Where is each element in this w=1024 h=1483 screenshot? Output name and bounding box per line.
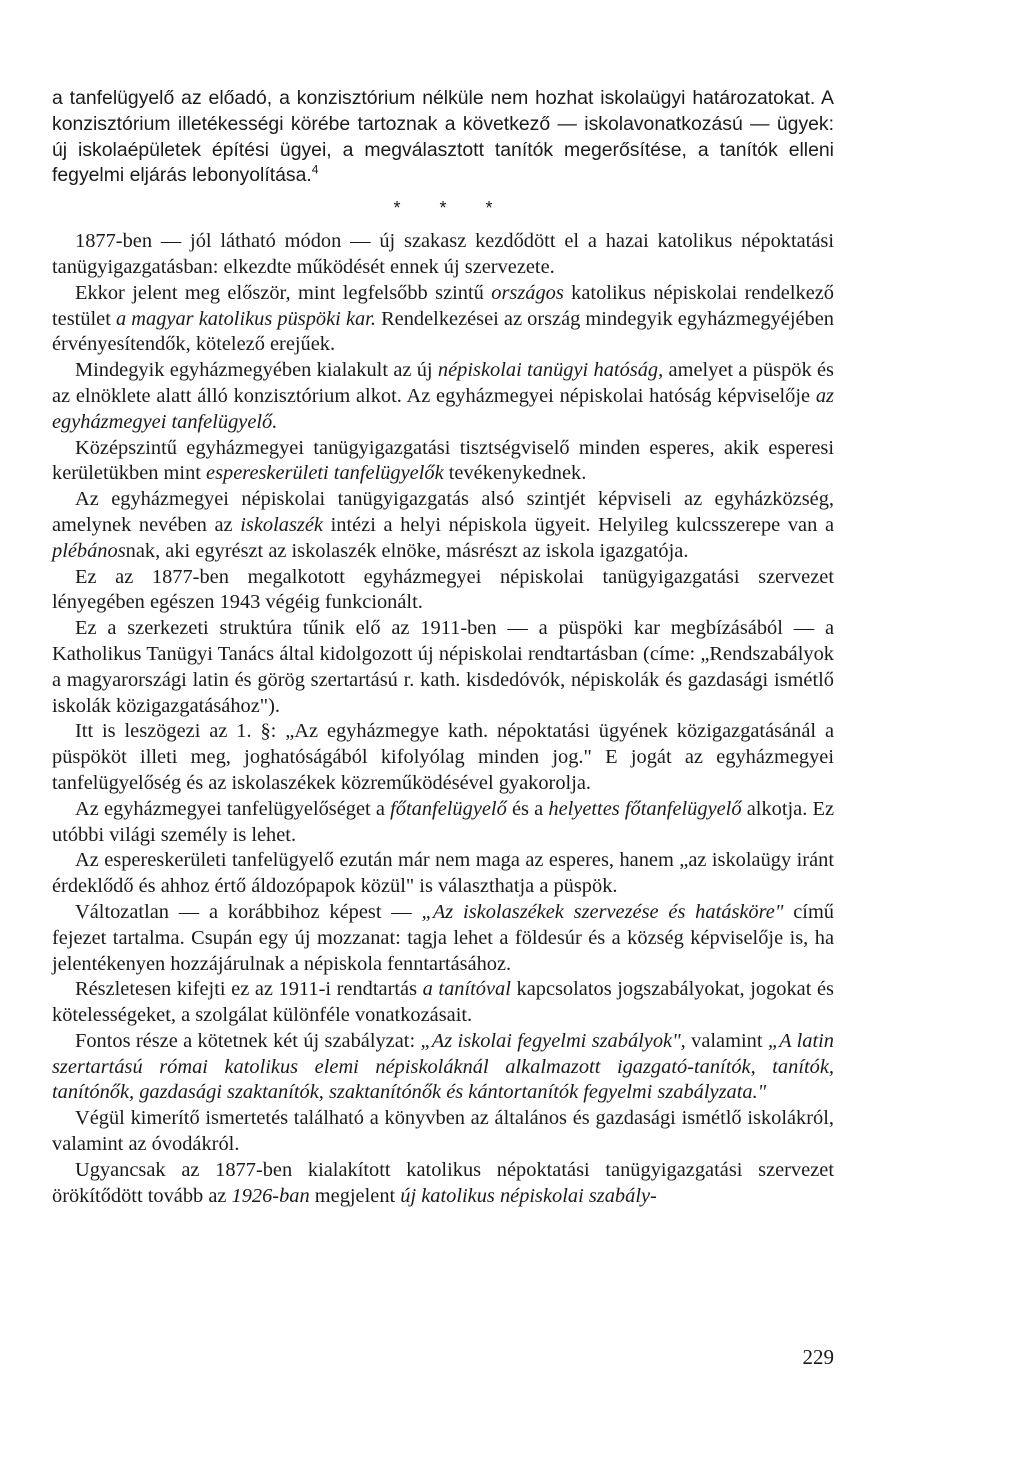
intro-text: a tanfelügyelő az előadó, a konzisztórium nélküle nem hozhat iskolaügyi határozatokat. A konzisztórium illetékességi körébe tartoznak a következő — iskolavonatkozású — ügyek: új iskolaépületek építési ügyei, a megválasztott tanítók megerősítése, a tanítók elleni fegyelmi eljárás lebonyolítása. bbox=[52, 87, 834, 187]
italic-run: espereskerületi tanfelügyelők bbox=[206, 462, 444, 485]
text-run: nak, aki egyrészt az iskolaszék elnöke, másrészt az iskola igazgatója. bbox=[125, 539, 689, 562]
italic-run: népiskolai tanügyi hatóság, bbox=[437, 359, 664, 382]
italic-run: új katolikus népiskolai szabály- bbox=[400, 1184, 657, 1207]
text-run: alkotja. Ez utóbbi világi személy is lehet. bbox=[52, 797, 835, 846]
paragraph-5 bbox=[52, 487, 834, 564]
text-run: című fejezet tartalma. Csupán egy új mozzanat: tagja lehet a földesúr és a község képviselője is, ha jelentékenyen hozzájárulnak a népiskola fenntartásához. bbox=[52, 900, 835, 975]
paragraph-2 bbox=[52, 281, 834, 358]
paragraph-3 bbox=[52, 358, 834, 435]
paragraph-9 bbox=[52, 797, 834, 849]
italic-run: 1926-ban bbox=[231, 1184, 310, 1207]
italic-run: országos bbox=[491, 281, 564, 304]
paragraph-7: Ez a szerkezeti struktúra tűnik elő az 1911-ben — a püspöki kar megbízásából — a Katholikus Tanügyi Tanács által kidolgozott új népiskolai rendtartásban (címe: „Rendszabályok a magyarországi latin és görög szertartású r. kath. kisdedóvók, népiskolák és gazdasági ismétlő iskolák közigazgatásához"). bbox=[52, 617, 834, 717]
text-run: Az egyházmegyei tanfelügyelőséget a bbox=[75, 797, 391, 820]
text-run: és a bbox=[506, 797, 549, 820]
italic-run: plébános bbox=[52, 539, 126, 562]
italic-run: a magyar katolikus püspöki kar. bbox=[116, 307, 376, 330]
text-run: Rendelkezései az ország mindegyik egyházmegyéjében érvényesítendők, kötelező erejűek. bbox=[52, 307, 834, 356]
text-run: valamint bbox=[685, 1029, 768, 1052]
page-number: 229 bbox=[802, 1345, 834, 1369]
paragraph-14: Végül kimerítő ismertetés található a könyvben az általános és gazdasági ismétlő iskolákról, valamint az óvodákról. bbox=[52, 1107, 834, 1156]
paragraph-8: Itt is leszögezi az 1. §: „Az egyházmegye kath. népoktatási ügyének közigazgatásánál a püspököt illeti meg, joghatóságából kifolyólag minden jog." E jogát az egyházmegyei tanfelügyelőség és az iskolaszékek közreműködésével gyakorolja. bbox=[52, 720, 834, 794]
paragraph-6: Ez az 1877-ben megalkotott egyházmegyei népiskolai tanügyigazgatási szervezet lényegében egészen 1943 végéig funkcionált. bbox=[52, 565, 834, 614]
section-separator: * * * bbox=[393, 198, 493, 219]
text-run: Részletesen kifejti ez az 1911-i rendtartás bbox=[75, 978, 423, 1001]
italic-run: „Az iskolaszékek szervezése és hatásköre" bbox=[421, 900, 784, 923]
paragraph-intro bbox=[52, 86, 834, 189]
text-run: Az egyházmegyei népiskolai tanügyigazgatás alsó szintjét képviseli az egyházközség, amelynek nevében az bbox=[52, 488, 834, 536]
text-run: amelyet a püspök és az elnöklete alatt álló konzisztórium alkot. Az egyházmegyei népiskolai hatóság képviselője bbox=[52, 359, 834, 407]
italic-run: helyettes főtanfelügyelő bbox=[548, 797, 742, 820]
paragraph-15 bbox=[52, 1158, 834, 1210]
text-run: Fontos része a kötetnek két új szabályzat: bbox=[75, 1029, 421, 1052]
paragraph-13 bbox=[52, 1029, 834, 1106]
body-text bbox=[52, 86, 834, 1209]
text-run: katolikus népiskolai rendelkező testület bbox=[52, 281, 835, 330]
paragraph-4 bbox=[52, 436, 834, 488]
italic-run: iskolaszék bbox=[240, 513, 323, 536]
paragraph-1: 1877-ben — jól látható módon — új szakasz kezdődött el a hazai katolikus népoktatási tanügyigazgatásban: elkezdte működését ennek új szervezete. bbox=[52, 230, 834, 278]
text-run: Ekkor jelent meg először, mint legfelsőbb szintű bbox=[75, 281, 492, 304]
paragraph-11 bbox=[52, 900, 834, 977]
italic-run: „Az iskolai fegyelmi szabályok", bbox=[420, 1029, 686, 1052]
paragraph-12 bbox=[52, 977, 834, 1029]
text-run: Ugyancsak az 1877-ben kialakított katolikus népoktatási tanügyigazgatási szervezet örökítődött tovább az bbox=[52, 1158, 834, 1207]
italic-run: az egyházmegyei tanfelügyelő. bbox=[52, 384, 834, 433]
footnote-ref[interactable]: 4 bbox=[311, 162, 319, 177]
text-run: megjelent bbox=[309, 1184, 401, 1207]
text-run: intézi a helyi népiskola ügyeit. Helyileg kulcsszerepe van a bbox=[322, 513, 834, 536]
text-run: Középszintű egyházmegyei tanügyigazgatási tisztségviselő minden esperes, akik esperesi kerületükben mint bbox=[52, 436, 834, 485]
text-run: Változatlan — a korábbihoz képest — bbox=[75, 900, 422, 923]
italic-run: a tanítóval bbox=[422, 978, 511, 1001]
text-run: kapcsolatos jogszabályokat, jogokat és kötelességeket, a szolgálat különféle vonatkozásait. bbox=[52, 978, 834, 1027]
text-run: tevékenykednek. bbox=[443, 462, 587, 485]
italic-run: főtanfelügyelő bbox=[390, 797, 507, 820]
paragraph-10: Az espereskerületi tanfelügyelő ezután már nem maga az esperes, hanem „az iskolaügy iránt érdeklődő és ahhoz értő áldozópapok közül" is választhatja a püspök. bbox=[52, 849, 834, 898]
italic-run: „A latin szertartású római katolikus elemi népiskoláknál alkalmazott igazgató-tanítók, tanítók, tanítónők, gazdasági szaktanítók, szaktanítónők és kántortanítók fegyelmi szabályzata." bbox=[52, 1029, 835, 1104]
text-run: Mindegyik egyházmegyében kialakult az új bbox=[75, 359, 438, 382]
